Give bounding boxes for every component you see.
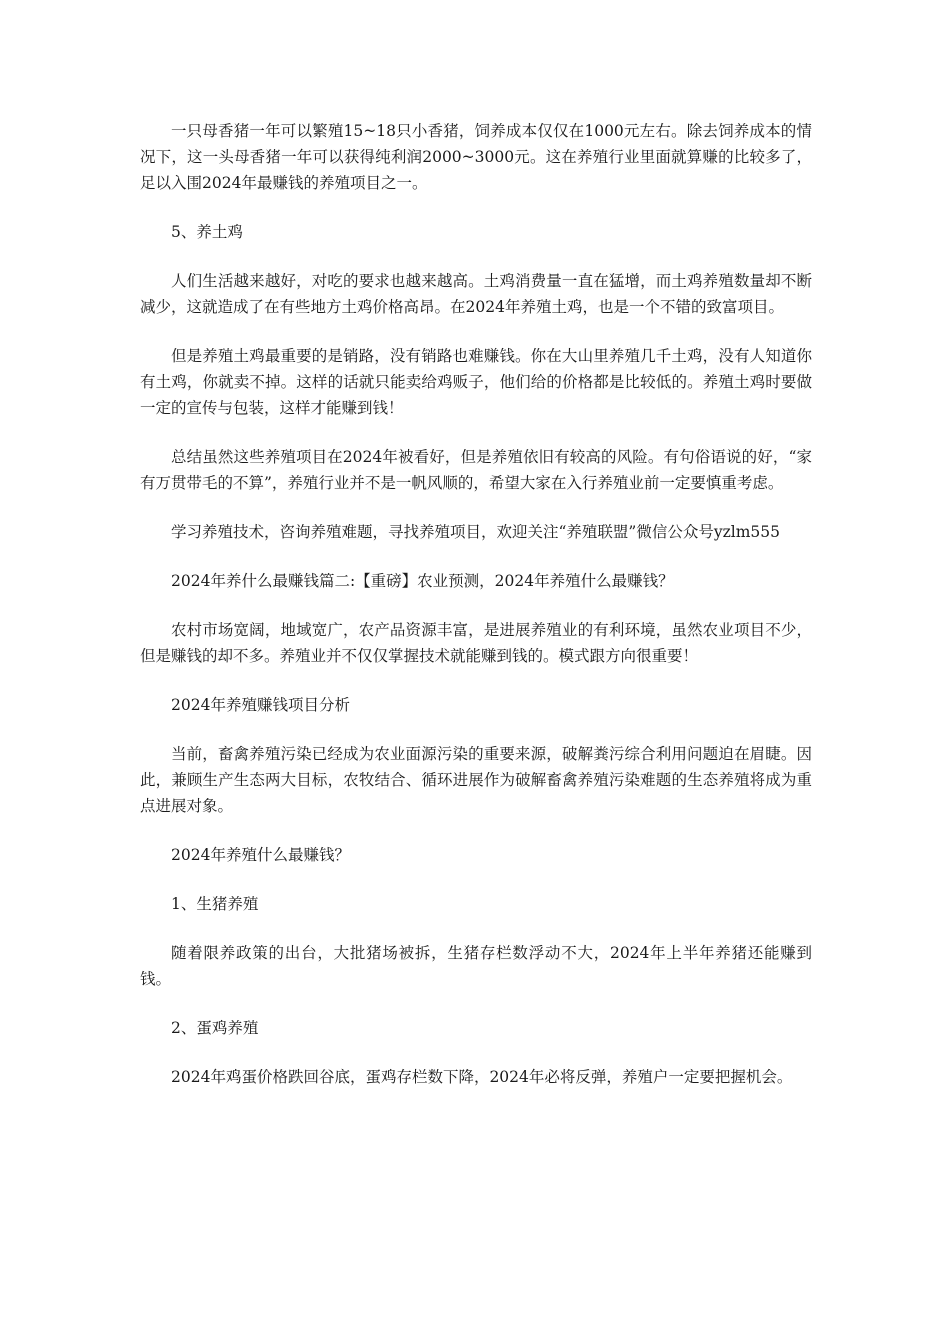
section-heading: 2024年养殖什么最赚钱？ xyxy=(171,846,350,864)
paragraph: 2024年鸡蛋价格跌回谷底，蛋鸡存栏数下降，2024年必将反弹，养殖户一定要把握机会。 xyxy=(171,1068,793,1086)
section-heading: 1、生猪养殖 xyxy=(171,895,259,913)
section-heading: 2024年养什么最赚钱篇二:【重磅】农业预测，2024年养殖什么最赚钱？ xyxy=(171,572,674,590)
paragraph: 人们生活越来越好，对吃的要求也越来越高。土鸡消费量一直在猛增，而土鸡养殖数量却不断减少，这就造成了在有些地方土鸡价格高昂。在2024年养殖土鸡，也是一个不错的致富项目。 xyxy=(140,272,812,316)
paragraph: 一只母香猪一年可以繁殖15~18只小香猪，饲养成本仅仅在1000元左右。除去饲养成本的情况下，这一头母香猪一年可以获得纯利润2000~3000元。这在养殖行业里面就算赚的比较多了，足以入围2024年最赚钱的养殖项目之一。 xyxy=(140,122,812,192)
paragraph: 学习养殖技术，咨询养殖难题，寻找养殖项目，欢迎关注“养殖联盟”微信公众号yzlm555 xyxy=(171,523,781,541)
section-heading: 2024年养殖赚钱项目分析 xyxy=(171,696,350,714)
document-page xyxy=(140,118,812,1113)
section-heading: 2、蛋鸡养殖 xyxy=(171,1019,259,1037)
paragraph: 随着限养政策的出台，大批猪场被拆，生猪存栏数浮动不大，2024年上半年养猪还能赚到钱。 xyxy=(140,944,812,988)
section-heading: 5、养土鸡 xyxy=(171,223,243,241)
paragraph: 但是养殖土鸡最重要的是销路，没有销路也难赚钱。你在大山里养殖几千土鸡，没有人知道你有土鸡，你就卖不掉。这样的话就只能卖给鸡贩子，他们给的价格都是比较低的。养殖土鸡时要做一定的宣传与包装，这样才能赚到钱！ xyxy=(140,347,812,417)
paragraph: 总结虽然这些养殖项目在2024年被看好，但是养殖依旧有较高的风险。有句俗语说的好，“家有万贯带毛的不算”，养殖行业并不是一帆风顺的，希望大家在入行养殖业前一定要慎重考虑。 xyxy=(140,448,812,492)
paragraph: 当前，畜禽养殖污染已经成为农业面源污染的重要来源，破解粪污综合利用问题迫在眉睫。因此，兼顾生产生态两大目标，农牧结合、循环进展作为破解畜禽养殖污染难题的生态养殖将成为重点进展对象。 xyxy=(140,745,812,815)
paragraph: 农村市场宽阔，地域宽广，农产品资源丰富，是进展养殖业的有利环境，虽然农业项目不少，但是赚钱的却不多。养殖业并不仅仅掌握技术就能赚到钱的。模式跟方向很重要！ xyxy=(140,621,812,665)
